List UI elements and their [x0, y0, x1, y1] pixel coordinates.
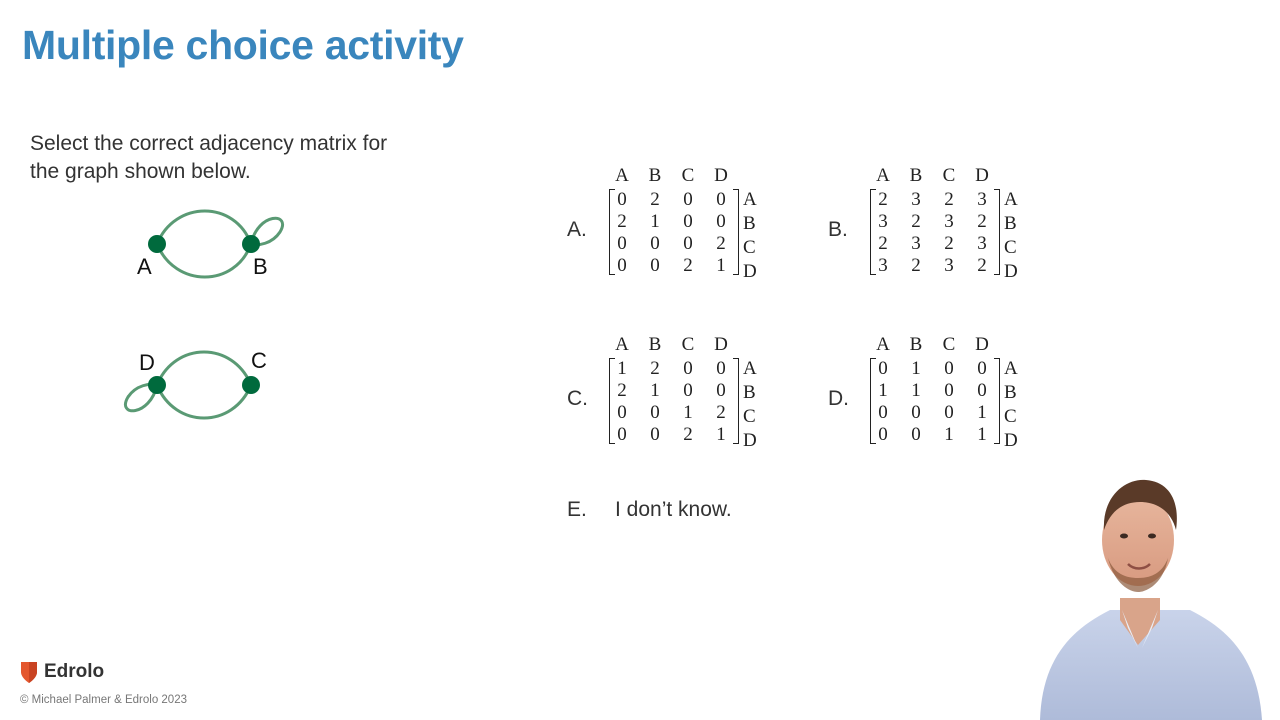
matrix-cell: 0: [683, 211, 693, 232]
vertex-a: [148, 235, 166, 253]
matrix-cell: 0: [716, 380, 726, 401]
matrix-row: [609, 233, 739, 255]
edrolo-logo: [20, 660, 104, 684]
col-header: A: [615, 334, 629, 355]
matrix-cell: 2: [977, 211, 987, 232]
option-e[interactable]: [567, 498, 732, 522]
matrix-cell: 2: [911, 211, 921, 232]
matrix-cell: 2: [650, 189, 660, 210]
matrix-cell: 0: [716, 358, 726, 379]
row-label: A: [1004, 189, 1018, 210]
matrix-cell: 0: [650, 424, 660, 445]
matrix-row: [870, 380, 1000, 402]
option-b[interactable]: [828, 165, 1088, 295]
matrix-cell: 1: [716, 255, 726, 276]
matrix-cell: 3: [911, 233, 921, 254]
col-header: D: [714, 165, 728, 186]
matrix-cell: 0: [650, 255, 660, 276]
row-label: D: [1004, 261, 1018, 282]
vertex-label-b: B: [253, 254, 268, 279]
adjacency-matrix: [870, 187, 1000, 275]
matrix-cell: 2: [617, 380, 627, 401]
col-header: B: [909, 165, 923, 186]
row-label: D: [743, 430, 757, 451]
vertex-d: [148, 376, 166, 394]
option-letter: C.: [567, 387, 588, 410]
matrix-row: [609, 424, 739, 446]
option-e-text: I don’t know.: [615, 498, 732, 521]
matrix-row: [609, 189, 739, 211]
matrix-cell: 1: [716, 424, 726, 445]
matrix-row: [870, 424, 1000, 446]
matrix-cell: 1: [683, 402, 693, 423]
matrix-cell: 1: [878, 380, 888, 401]
edge-d-c-upper: [157, 352, 251, 385]
matrix-cell: 0: [617, 189, 627, 210]
matrix-cell: 0: [878, 424, 888, 445]
matrix-cell: 3: [878, 211, 888, 232]
matrix-cell: 0: [683, 233, 693, 254]
col-header: B: [909, 334, 923, 355]
matrix-cell: 0: [617, 233, 627, 254]
matrix-cell: 2: [716, 233, 726, 254]
matrix-cell: 0: [617, 424, 627, 445]
edge-d-c-lower: [157, 385, 251, 418]
row-label: C: [743, 237, 756, 258]
prompt-line-2: the graph shown below.: [30, 160, 251, 183]
matrix-cell: 0: [911, 424, 921, 445]
presenter-video: [1030, 470, 1270, 720]
matrix-cell: 0: [683, 358, 693, 379]
logo-text: Edrolo: [44, 661, 105, 682]
matrix-row: [609, 402, 739, 424]
matrix-cell: 0: [977, 358, 987, 379]
vertex-label-c: C: [251, 348, 267, 373]
matrix-cell: 3: [878, 255, 888, 276]
option-a[interactable]: [567, 165, 827, 295]
matrix-cell: 0: [716, 211, 726, 232]
row-label: C: [1004, 237, 1017, 258]
col-header: A: [876, 165, 890, 186]
matrix-cell: 0: [617, 402, 627, 423]
matrix-cell: 1: [911, 358, 921, 379]
row-label: A: [1004, 358, 1018, 379]
row-label: B: [1004, 382, 1017, 403]
matrix-cell: 0: [650, 402, 660, 423]
matrix-row: [870, 189, 1000, 211]
matrix-cell: 1: [977, 402, 987, 423]
matrix-cell: 2: [617, 211, 627, 232]
vertex-label-a: A: [137, 254, 152, 279]
matrix-row: [870, 402, 1000, 424]
col-header: D: [975, 334, 989, 355]
vertex-c: [242, 376, 260, 394]
option-letter: D.: [828, 387, 849, 410]
matrix-cell: 0: [683, 189, 693, 210]
option-letter: E.: [567, 498, 587, 521]
matrix-row: [609, 255, 739, 277]
matrix-cell: 1: [650, 211, 660, 232]
col-header: A: [615, 165, 629, 186]
row-label: B: [743, 382, 756, 403]
col-header: D: [975, 165, 989, 186]
matrix-row: [870, 358, 1000, 380]
matrix-cell: 2: [911, 255, 921, 276]
col-header: C: [942, 165, 956, 186]
matrix-cell: 0: [944, 380, 954, 401]
matrix-cell: 2: [650, 358, 660, 379]
matrix-cell: 2: [716, 402, 726, 423]
matrix-cell: 3: [911, 189, 921, 210]
matrix-cell: 0: [683, 380, 693, 401]
edge-a-b-upper: [157, 211, 251, 244]
adjacency-matrix: [870, 356, 1000, 444]
matrix-cell: 2: [977, 255, 987, 276]
row-label: B: [743, 213, 756, 234]
matrix-cell: 3: [977, 233, 987, 254]
option-d[interactable]: [828, 334, 1088, 464]
matrix-cell: 0: [944, 358, 954, 379]
option-letter: B.: [828, 218, 848, 241]
matrix-cell: 1: [617, 358, 627, 379]
row-label: C: [1004, 406, 1017, 427]
shield-icon: [20, 660, 38, 684]
col-header: A: [876, 334, 890, 355]
col-header: B: [648, 334, 662, 355]
matrix-row: [870, 255, 1000, 277]
graph-diagram: [0, 0, 320, 460]
row-label: A: [743, 189, 757, 210]
row-label: D: [1004, 430, 1018, 451]
matrix-cell: 0: [716, 189, 726, 210]
matrix-cell: 2: [878, 189, 888, 210]
matrix-row: [870, 211, 1000, 233]
option-c[interactable]: [567, 334, 827, 464]
matrix-cell: 1: [977, 424, 987, 445]
adjacency-matrix: [609, 356, 739, 444]
vertex-label-d: D: [139, 350, 155, 375]
matrix-cell: 0: [977, 380, 987, 401]
col-header: D: [714, 334, 728, 355]
prompt-line-1: Select the correct adjacency matrix for: [30, 132, 388, 155]
matrix-cell: 2: [683, 255, 693, 276]
matrix-cell: 1: [944, 424, 954, 445]
col-header: C: [681, 165, 695, 186]
matrix-cell: 2: [944, 233, 954, 254]
matrix-cell: 2: [683, 424, 693, 445]
col-header: B: [648, 165, 662, 186]
matrix-row: [609, 380, 739, 402]
row-label: A: [743, 358, 757, 379]
slide-title: Multiple choice activity: [22, 22, 464, 68]
matrix-cell: 0: [878, 402, 888, 423]
edge-a-b-lower: [157, 244, 251, 277]
matrix-cell: 0: [911, 402, 921, 423]
copyright-notice: © Michael Palmer & Edrolo 2023: [20, 694, 187, 706]
matrix-cell: 3: [944, 211, 954, 232]
matrix-cell: 0: [650, 233, 660, 254]
matrix-cell: 1: [911, 380, 921, 401]
matrix-cell: 2: [944, 189, 954, 210]
matrix-cell: 0: [944, 402, 954, 423]
matrix-row: [870, 233, 1000, 255]
row-label: D: [743, 261, 757, 282]
col-header: C: [942, 334, 956, 355]
row-label: B: [1004, 213, 1017, 234]
matrix-row: [609, 358, 739, 380]
option-letter: A.: [567, 218, 587, 241]
col-header: C: [681, 334, 695, 355]
row-label: C: [743, 406, 756, 427]
adjacency-matrix: [609, 187, 739, 275]
vertex-b: [242, 235, 260, 253]
matrix-cell: 3: [977, 189, 987, 210]
matrix-row: [609, 211, 739, 233]
matrix-cell: 3: [944, 255, 954, 276]
matrix-cell: 2: [878, 233, 888, 254]
matrix-cell: 1: [650, 380, 660, 401]
matrix-cell: 0: [617, 255, 627, 276]
matrix-cell: 0: [878, 358, 888, 379]
